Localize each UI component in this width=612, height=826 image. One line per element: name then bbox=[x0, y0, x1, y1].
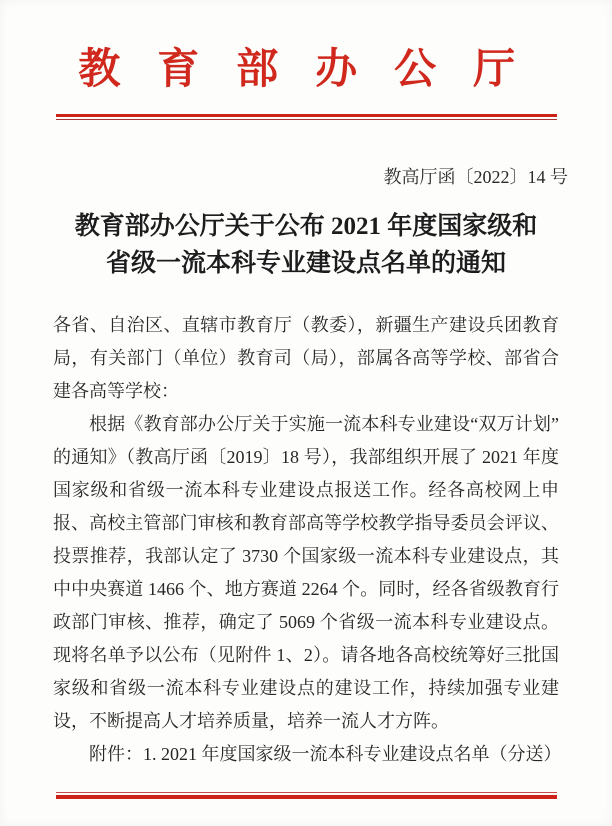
footer-thick-line bbox=[56, 795, 557, 799]
document-title-line-1: 教育部办公厅关于公布 2021 年度国家级和 bbox=[74, 213, 538, 240]
letterhead-agency-name: 教育部办公厅 bbox=[78, 47, 553, 93]
document-title bbox=[0, 208, 612, 282]
salutation-paragraph: 各省、自治区、直辖市教育厅（教委），新疆生产建设兵团教育局，有关部门（单位）教育司（局），部属各高等学校、部省合建各高等学校： bbox=[53, 315, 559, 401]
attachment-line: 附件：1. 2021 年度国家级一流本科专业建设点名单（分送） bbox=[89, 744, 562, 764]
document-title-line-2: 省级一流本科专业建设点名单的通知 bbox=[105, 250, 506, 277]
document-reference-number: 教高厅函〔2022〕14 号 bbox=[383, 167, 568, 187]
main-paragraph: 根据《教育部办公厅关于实施一流本科专业建设“双万计划”的通知》（教高厅函〔2019〕18 号），我部组织开展了 2021 年度国家级和省级一流本科专业建设点报送工作。经各高校网上申报、高校主管部门审核和教育部高等学校教学指导委员会评议、投票推荐，我部认定了 3730 个国家级一流本科专业建设点，其中中央赛道 1466 个、地方赛道 2264 个。同时，经各省级教育行政部门审核、推荐，确定了 5069 个省级一流本科专业建设点。现将名单予以公布（见附件 1、2）。请各地各高校统筹好三批国家级和省级一流本科专业建设点的建设工作，持续加强专业建设，不断提高人才培养质量，培养一流人才方阵。 bbox=[53, 414, 559, 731]
letterhead-divider-rule bbox=[56, 114, 557, 120]
footer-divider-rule bbox=[56, 792, 557, 799]
divider-thin-line bbox=[56, 119, 557, 120]
document-body bbox=[53, 309, 562, 771]
